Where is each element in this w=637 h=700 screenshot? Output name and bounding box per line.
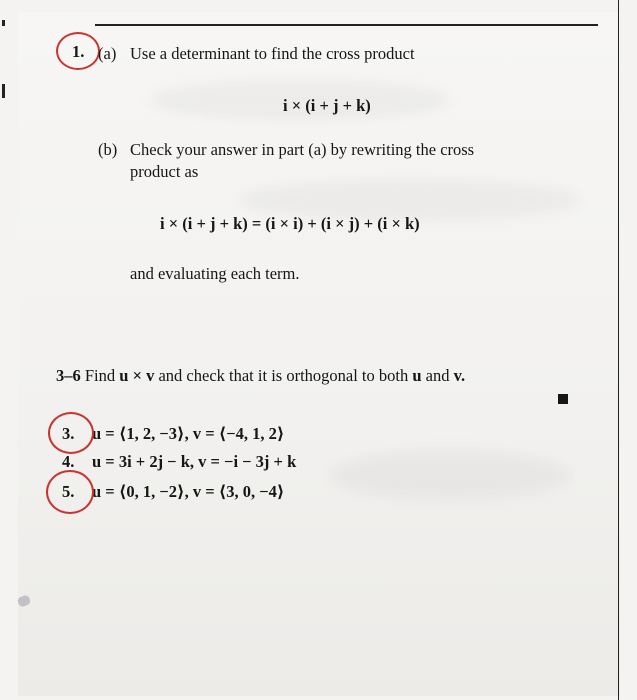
section-instruction [56, 366, 465, 386]
instruction-find: Find [84, 366, 116, 385]
part-b-text-line1: Check your answer in part (a) by rewriting the cross [130, 140, 475, 159]
instruction-and: and [425, 366, 450, 385]
handwritten-circle [56, 32, 100, 70]
exercise-number: 3. [62, 424, 75, 443]
part-a-text: Use a determinant to find the cross product [130, 44, 415, 63]
page-edge [618, 0, 619, 700]
margin-mark [2, 84, 5, 98]
instruction-v: v. [453, 366, 466, 385]
part-b-text-line2: product as [130, 162, 199, 181]
instruction-u-cross-v: u × v [119, 366, 155, 385]
exercise-text: u = ⟨0, 1, −2⟩, v = ⟨3, 0, −4⟩ [92, 482, 285, 501]
part-b-expression: i × (i + j + k) = (i × i) + (i × j) + (i × k) [160, 214, 420, 233]
instruction-u: u [412, 366, 422, 385]
margin-mark [2, 20, 5, 26]
bleed-through [330, 450, 570, 500]
exercise-number: 4. [62, 452, 75, 471]
handwritten-circle [46, 470, 94, 514]
instruction-middle: and check that it is orthogonal to both [158, 366, 409, 385]
top-rule [95, 24, 598, 26]
part-a-expression: i × (i + j + k) [283, 96, 371, 115]
problem-number: 1. [72, 42, 85, 61]
part-a-label: (a) [98, 44, 117, 63]
part-b-label: (b) [98, 140, 118, 159]
exercise-number: 5. [62, 482, 75, 501]
exercise-text: u = ⟨1, 2, −3⟩, v = ⟨−4, 1, 2⟩ [92, 424, 285, 443]
exercise-text: u = 3i + 2j − k, v = −i − 3j + k [92, 452, 297, 471]
end-of-section-mark [558, 394, 568, 404]
handwritten-circle [48, 412, 94, 454]
section-label: 3–6 [56, 366, 81, 385]
part-b-text-line3: and evaluating each term. [130, 264, 300, 283]
